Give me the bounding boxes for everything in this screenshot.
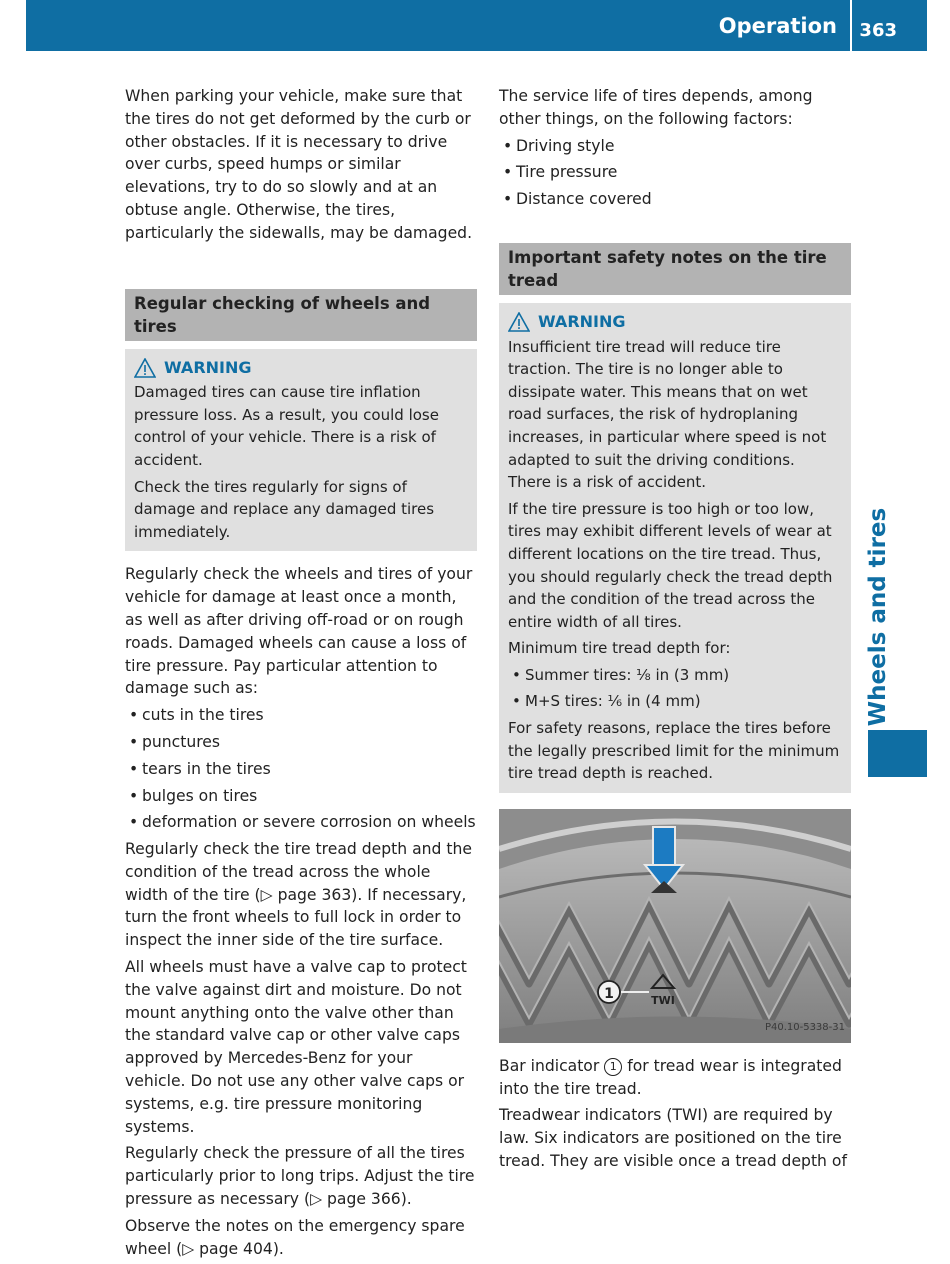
list-item: • tears in the tires bbox=[125, 758, 477, 781]
intro-paragraph: The service life of tires depends, among other things, on the following factors: bbox=[499, 87, 813, 128]
warning-label: WARNING bbox=[164, 357, 252, 377]
list-item: • Tire pressure bbox=[499, 161, 851, 184]
section-heading-regular-checking: Regular checking of wheels and tires bbox=[125, 289, 477, 341]
header-divider bbox=[850, 0, 852, 51]
list-item: • bulges on tires bbox=[125, 785, 477, 808]
warning-label: WARNING bbox=[538, 311, 626, 331]
warning-text: Check the tires regularly for signs of damage and replace any damaged tires immediately. bbox=[134, 477, 435, 541]
left-column bbox=[125, 85, 477, 1264]
page-number: 363 bbox=[859, 20, 897, 41]
body-paragraph: Regularly check the tire tread depth and the condition of the tread across the whole width of the tire (▷ page 363). If necessary, turn the front wheels to full lock in order to inspect the inner side of the tire surface. bbox=[125, 840, 472, 950]
tread-depth-list bbox=[508, 664, 842, 713]
section-title: Operation bbox=[718, 14, 837, 38]
page-header bbox=[26, 0, 927, 51]
callout-number-badge: 1 bbox=[604, 1058, 622, 1076]
twi-label: TWI bbox=[651, 993, 675, 1007]
warning-title bbox=[508, 311, 842, 334]
warning-text: If the tire pressure is too high or too low, tires may exhibit different levels of wear at different locations on the tire tread. Thus, you should regularly check the tread depth and the condition of the tread across the entire width of all tires. bbox=[508, 499, 833, 631]
side-tab-label: Wheels and tires bbox=[865, 507, 891, 727]
warning-title bbox=[134, 357, 468, 380]
damage-list bbox=[125, 704, 477, 834]
figure-callout-number: 1 bbox=[604, 985, 614, 1002]
caption-text: for tread wear is integrated into the tire tread. bbox=[499, 1056, 842, 1098]
tire-tread-illustration bbox=[499, 809, 851, 1043]
warning-text: For safety reasons, replace the tires before the legally prescribed limit for the minimum tire tread depth is reached. bbox=[508, 719, 840, 783]
side-tab bbox=[853, 507, 903, 727]
list-item: • deformation or severe corrosion on wheels bbox=[125, 811, 477, 834]
warning-triangle-icon bbox=[508, 312, 530, 332]
body-paragraph: Regularly check the wheels and tires of your vehicle for damage at least once a month, as well as after driving off-road or on rough roads. Damaged wheels can cause a loss of tire pressure. Pay particular attention to damage such as: bbox=[125, 565, 473, 698]
body-paragraph: Observe the notes on the emergency spare wheel (▷ page 404). bbox=[125, 1216, 465, 1258]
list-item: • punctures bbox=[125, 731, 477, 754]
list-item: • Distance covered bbox=[499, 188, 851, 211]
list-item: • M+S tires: ⅙ in (4 mm) bbox=[508, 690, 842, 713]
intro-paragraph: When parking your vehicle, make sure that the tires do not get deformed by the curb or other obstacles. If it is necessary to drive over curbs, speed humps or similar elevations, try to do so slowly and at an obtuse angle. Otherwise, the tires, particularly the sidewalls, may be damaged. bbox=[125, 87, 473, 242]
right-column bbox=[499, 85, 851, 1177]
warning-text: Minimum tire tread depth for: bbox=[508, 639, 731, 658]
body-paragraph: All wheels must have a valve cap to protect the valve against dirt and moisture. Do not mount anything onto the valve other than the standard valve cap or other valve caps approved by Mercedes-Benz for your vehicle. Do not use any other valve caps or systems, e.g. tire pressure monitoring systems. bbox=[125, 958, 467, 1136]
tire-tread-figure bbox=[499, 809, 851, 1043]
warning-triangle-icon bbox=[134, 358, 156, 378]
body-paragraph: Treadwear indicators (TWI) are required by law. Six indicators are positioned on the tire tread. They are visible once a tread depth of bbox=[499, 1106, 847, 1171]
side-tab-marker bbox=[868, 730, 927, 777]
list-item: • Summer tires: ⅛ in (3 mm) bbox=[508, 664, 842, 687]
figure-image-code: P40.10-5338-31 bbox=[764, 1022, 845, 1034]
list-item: • cuts in the tires bbox=[125, 704, 477, 727]
warning-box bbox=[125, 349, 477, 552]
list-item: • Driving style bbox=[499, 135, 851, 158]
warning-text: Insufficient tire tread will reduce tire traction. The tire is no longer able to dissipate water. This means that on wet road surfaces, the risk of hydroplaning increases, in particular where speed is not adapted to suit the driving conditions. There is a risk of accident. bbox=[508, 337, 827, 492]
warning-text: Damaged tires can cause tire inflation pressure loss. As a result, you could lose control of your vehicle. There is a risk of accident. bbox=[134, 383, 439, 469]
warning-box bbox=[499, 303, 851, 793]
body-paragraph: Regularly check the pressure of all the tires particularly prior to long trips. Adjust the tire pressure as necessary (▷ page 366). bbox=[125, 1144, 475, 1209]
factor-list bbox=[499, 135, 851, 211]
section-heading-tread-safety: Important safety notes on the tire tread bbox=[499, 243, 851, 295]
figure-caption bbox=[499, 1055, 851, 1101]
caption-text: Bar indicator bbox=[499, 1056, 600, 1075]
